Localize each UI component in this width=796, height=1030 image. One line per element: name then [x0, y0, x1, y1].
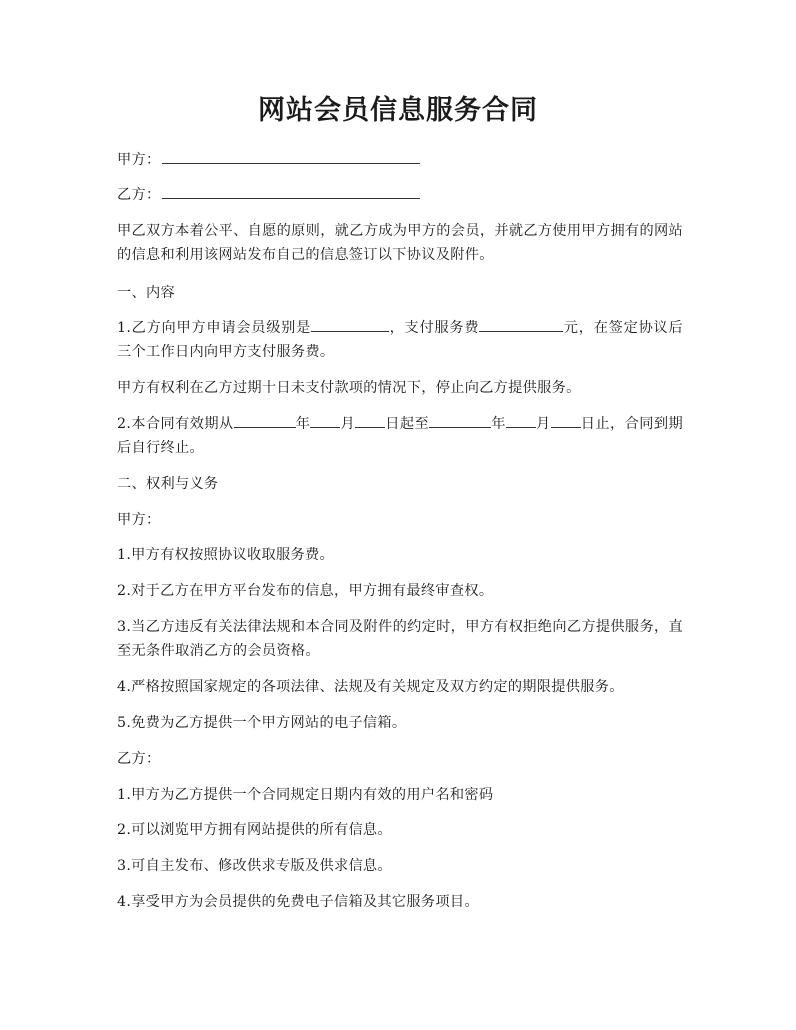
- party-b-label: 乙方：: [117, 187, 161, 203]
- party-b-blank[interactable]: [162, 184, 420, 199]
- intro-paragraph: 甲乙双方本着公平、自愿的原则，就乙方成为甲方的会员，并就乙方使用甲方拥有的网站的信息和利用该网站发布自己的信息签订以下协议及附件。: [117, 223, 683, 263]
- party-a-item: 2.对于乙方在甲方平台发布的信息，甲方拥有最终审查权。: [117, 583, 494, 599]
- party-b-line: [117, 183, 683, 207]
- clause-2: [117, 412, 683, 460]
- section-2-heading: 二、权利与义务: [117, 476, 219, 492]
- clause-2-text-a: 2.本合同有效期从: [117, 416, 234, 432]
- start-day-blank[interactable]: [355, 413, 385, 428]
- party-a-line: [117, 148, 683, 172]
- end-year-blank[interactable]: [429, 413, 491, 428]
- clause-1-text-b: ，支付服务费: [389, 320, 480, 336]
- party-b-rights-heading: 乙方：: [117, 751, 161, 767]
- clause-1-text-c: 元，在签定协议后三个工作日内向甲方支付服务费。: [117, 320, 683, 360]
- service-fee-blank[interactable]: [479, 317, 563, 332]
- party-a-label: 甲方：: [117, 152, 161, 168]
- party-b-item: 2.可以浏览甲方拥有网站提供的所有信息。: [117, 822, 392, 838]
- clause-2-day-1: 日起至: [385, 416, 430, 432]
- party-a-item: 1.甲方有权按照协议收取服务费。: [117, 547, 334, 563]
- end-day-blank[interactable]: [551, 413, 581, 428]
- page-title: 网站会员信息服务合同: [258, 95, 538, 126]
- party-b-item: 1.甲方为乙方提供一个合同规定日期内有效的用户名和密码: [117, 787, 494, 803]
- clause-1-text-a: 1.乙方向甲方申请会员级别是: [117, 320, 312, 336]
- clause-2-year-1: 年: [295, 416, 311, 432]
- start-month-blank[interactable]: [310, 413, 340, 428]
- member-level-blank[interactable]: [311, 317, 389, 332]
- party-a-item: 5.免费为乙方提供一个甲方网站的电子信箱。: [117, 715, 407, 731]
- party-b-item: 3.可自主发布、修改供求专版及供求信息。: [117, 858, 392, 874]
- clause-2-year-2: 年: [491, 416, 506, 432]
- section-1-heading: 一、内容: [117, 285, 175, 301]
- clause-1-note: 甲方有权利在乙方过期十日未支付款项的情况下，停止向乙方提供服务。: [117, 380, 581, 396]
- end-month-blank[interactable]: [506, 413, 536, 428]
- clause-2-month-2: 月: [535, 416, 551, 432]
- clause-2-day-2: 日止，合同到期后自行终止。: [117, 416, 684, 456]
- party-a-rights-heading: 甲方：: [117, 512, 161, 528]
- party-a-blank[interactable]: [162, 149, 420, 164]
- clause-1: [117, 316, 683, 364]
- party-b-item: 4.享受甲方为会员提供的免费电子信箱及其它服务项目。: [117, 894, 479, 910]
- start-year-blank[interactable]: [234, 413, 296, 428]
- clause-2-month-1: 月: [340, 416, 356, 432]
- party-a-item: 4.严格按照国家规定的各项法律、法规及有关规定及双方约定的期限提供服务。: [117, 679, 624, 695]
- party-a-item: 3.当乙方违反有关法律法规和本合同及附件的约定时，甲方有权拒绝向乙方提供服务，直至无条件取消乙方的会员资格。: [117, 619, 683, 659]
